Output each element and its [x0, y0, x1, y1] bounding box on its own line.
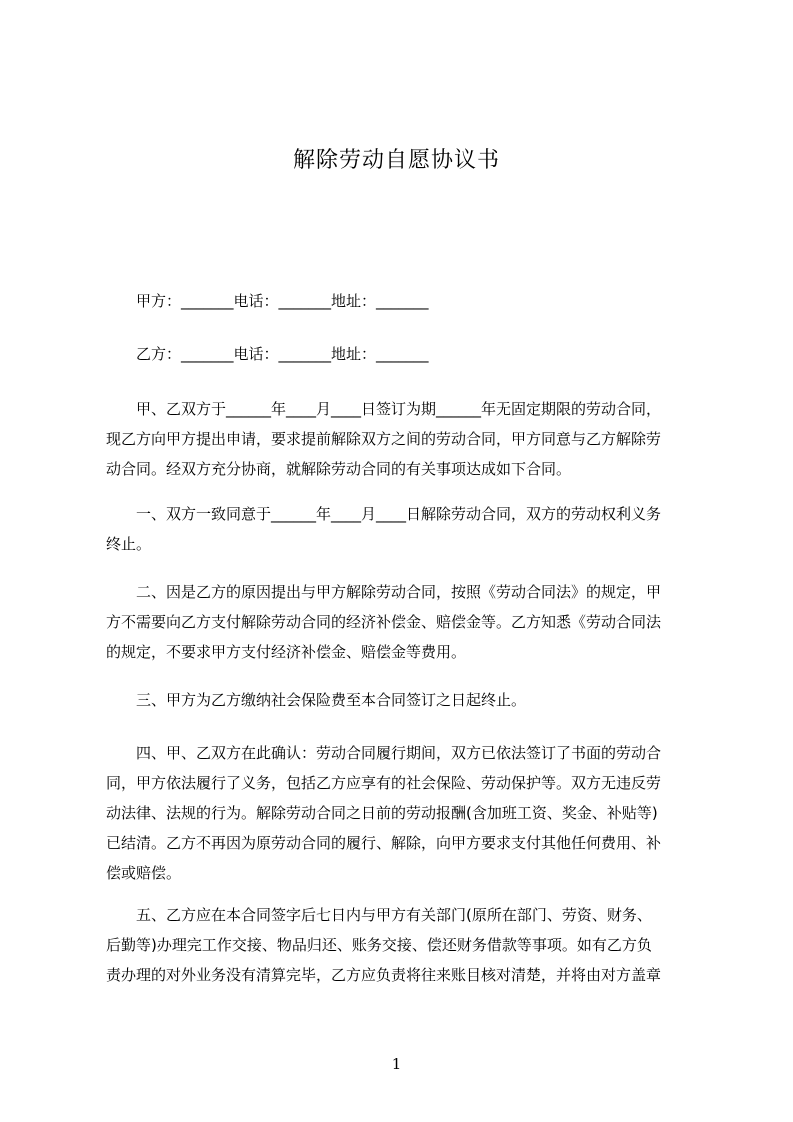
paragraph-clause-5: [106, 900, 702, 990]
paragraph-line: 偿或赔偿。: [106, 864, 182, 882]
paragraph-line: 甲、乙双方于______年____月____日签订为期______年无固定期限的劳动合同，: [136, 400, 662, 418]
paragraph-line: 四、甲、乙双方在此确认：劳动合同履行期间，双方已依法签订了书面的劳动合: [136, 744, 662, 762]
paragraph-line: 方不需要向乙方支付解除劳动合同的经济补偿金、赔偿金等。乙方知悉《劳动合同法: [106, 613, 662, 631]
party-a-line: 甲方：_______电话：_______地址：_______: [136, 292, 429, 310]
paragraph-line: 后勤等)办理完工作交接、物品归还、账务交接、偿还财务借款等事项。如有乙方负: [106, 936, 652, 954]
page-number: 1: [391, 1055, 402, 1073]
paragraph-line: 动法律、法规的行为。解除劳动合同之日前的劳动报酬(含加班工资、奖金、补贴等): [106, 804, 658, 822]
paragraph-line: 已结清。乙方不再因为原劳动合同的履行、解除，向甲方要求支付其他任何费用、补: [106, 834, 662, 852]
paragraph-line: 三、甲方为乙方缴纳社会保险费至本合同签订之日起终止。: [136, 691, 527, 709]
paragraph-clause-3: [106, 685, 702, 715]
party-b-line: 乙方：_______电话：_______地址：_______: [136, 345, 429, 363]
paragraph-clause-1: [106, 499, 702, 559]
paragraph-line: 的规定，不要求甲方支付经济补偿金、赔偿金等费用。: [106, 643, 467, 661]
paragraph-line: 现乙方向甲方提出申请，要求提前解除双方之间的劳动合同，甲方同意与乙方解除劳: [106, 430, 662, 448]
paragraph-intro: [106, 394, 702, 484]
paragraph-line: 终止。: [106, 535, 152, 553]
paragraph-line: 动合同。经双方充分协商，就解除劳动合同的有关事项达成如下合同。: [106, 460, 572, 478]
paragraph-clause-4: [106, 738, 702, 888]
document-title: 解除劳动自愿协议书: [292, 148, 500, 173]
paragraph-line: 同，甲方依法履行了义务，包括乙方应享有的社会保险、劳动保护等。双方无违反劳: [106, 774, 662, 792]
paragraph-clause-2: [106, 577, 702, 667]
paragraph-line: 二、因是乙方的原因提出与甲方解除劳动合同，按照《劳动合同法》的规定，甲: [136, 583, 662, 601]
paragraph-line: 一、双方一致同意于______年____月____日解除劳动合同，双方的劳动权利义务: [136, 505, 662, 523]
paragraph-line: 五、乙方应在本合同签字后七日内与甲方有关部门(原所在部门、劳资、财务、: [136, 906, 652, 924]
paragraph-line: 责办理的对外业务没有清算完毕，乙方应负责将往来账目核对清楚，并将由对方盖章: [106, 966, 662, 984]
